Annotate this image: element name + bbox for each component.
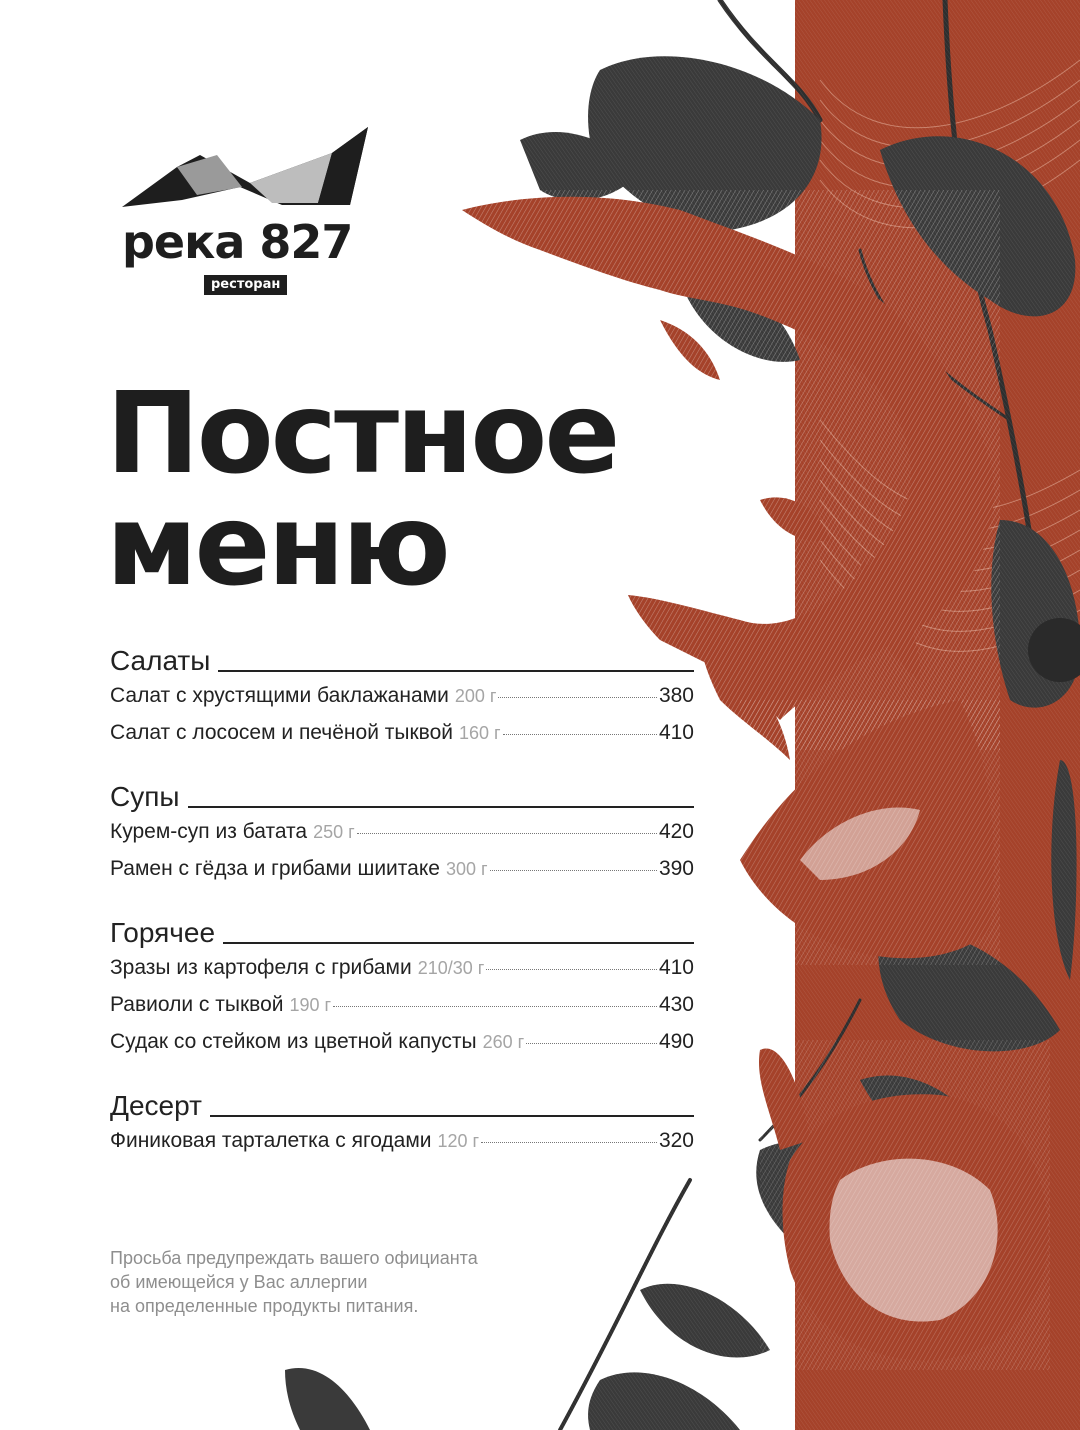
dot-leader xyxy=(486,969,657,970)
section-divider xyxy=(188,806,694,808)
mountain-logo-icon xyxy=(122,125,372,215)
section-title: Салаты xyxy=(110,645,211,676)
dot-leader xyxy=(490,870,657,871)
pumpkin-half xyxy=(759,1040,1050,1370)
menu-item xyxy=(110,684,694,721)
section-divider xyxy=(223,942,694,944)
item-weight: 120 г xyxy=(437,1131,480,1151)
dot-leader xyxy=(526,1043,657,1044)
menu-item xyxy=(110,820,694,857)
allergy-note xyxy=(110,1246,478,1318)
item-weight: 260 г xyxy=(482,1032,525,1052)
brand-tagline: ресторан xyxy=(204,275,287,295)
item-price: 430 xyxy=(658,993,694,1016)
section-divider xyxy=(210,1115,694,1117)
menu-item xyxy=(110,956,694,993)
item-weight: 190 г xyxy=(289,995,332,1015)
menu-list xyxy=(110,640,694,1184)
item-price: 490 xyxy=(658,1030,694,1053)
dot-leader xyxy=(481,1142,657,1143)
item-name: Салат с лососем и печёной тыквой xyxy=(110,721,453,744)
dot-leader xyxy=(357,833,657,834)
item-price: 320 xyxy=(658,1129,694,1152)
menu-item xyxy=(110,721,694,758)
item-name: Равиоли с тыквой xyxy=(110,993,284,1016)
item-price: 380 xyxy=(658,684,694,707)
dot-leader xyxy=(498,697,657,698)
item-name: Зразы из картофеля с грибами xyxy=(110,956,412,979)
section-header xyxy=(110,912,694,948)
item-weight: 160 г xyxy=(458,723,501,743)
dot-leader xyxy=(333,1006,657,1007)
menu-item xyxy=(110,1030,694,1067)
menu-section-soups xyxy=(110,776,694,894)
brand-logo xyxy=(122,125,372,300)
pumpkin-slice xyxy=(740,700,1000,965)
section-divider xyxy=(218,670,694,672)
item-price: 390 xyxy=(658,857,694,880)
item-name: Судак со стейком из цветной капусты xyxy=(110,1030,477,1053)
menu-section-salads xyxy=(110,640,694,758)
menu-item xyxy=(110,993,694,1030)
menu-section-dessert xyxy=(110,1085,694,1166)
section-title: Десерт xyxy=(110,1090,202,1121)
item-name: Финиковая тарталетка с ягодами xyxy=(110,1129,432,1152)
item-name: Курем-суп из батата xyxy=(110,820,308,843)
page-title xyxy=(106,369,618,611)
section-header xyxy=(110,1085,694,1121)
section-title: Супы xyxy=(110,781,180,812)
menu-item xyxy=(110,857,694,894)
item-price: 410 xyxy=(658,956,694,979)
menu-item xyxy=(110,1129,694,1166)
menu-section-hot xyxy=(110,912,694,1067)
note-line-2: об имеющейся у Вас аллергии xyxy=(110,1272,368,1292)
item-weight: 200 г xyxy=(454,686,497,706)
item-weight: 210/30 г xyxy=(417,958,485,978)
item-weight: 300 г xyxy=(445,859,488,879)
item-name: Рамен с гёдза и грибами шиитаке xyxy=(110,857,440,880)
note-line-1: Просьба предупреждать вашего официанта xyxy=(110,1248,478,1268)
item-price: 410 xyxy=(658,721,694,744)
section-header xyxy=(110,640,694,676)
section-header xyxy=(110,776,694,812)
note-line-3: на определенные продукты питания. xyxy=(110,1296,419,1316)
brand-name: река 827 xyxy=(122,215,353,269)
title-line-1: Постное xyxy=(106,369,618,499)
item-name: Салат с хрустящими баклажанами xyxy=(110,684,449,707)
item-price: 420 xyxy=(658,820,694,843)
title-line-2: меню xyxy=(106,481,448,611)
item-weight: 250 г xyxy=(313,822,355,842)
section-title: Горячее xyxy=(110,917,216,948)
dot-leader xyxy=(503,734,657,735)
